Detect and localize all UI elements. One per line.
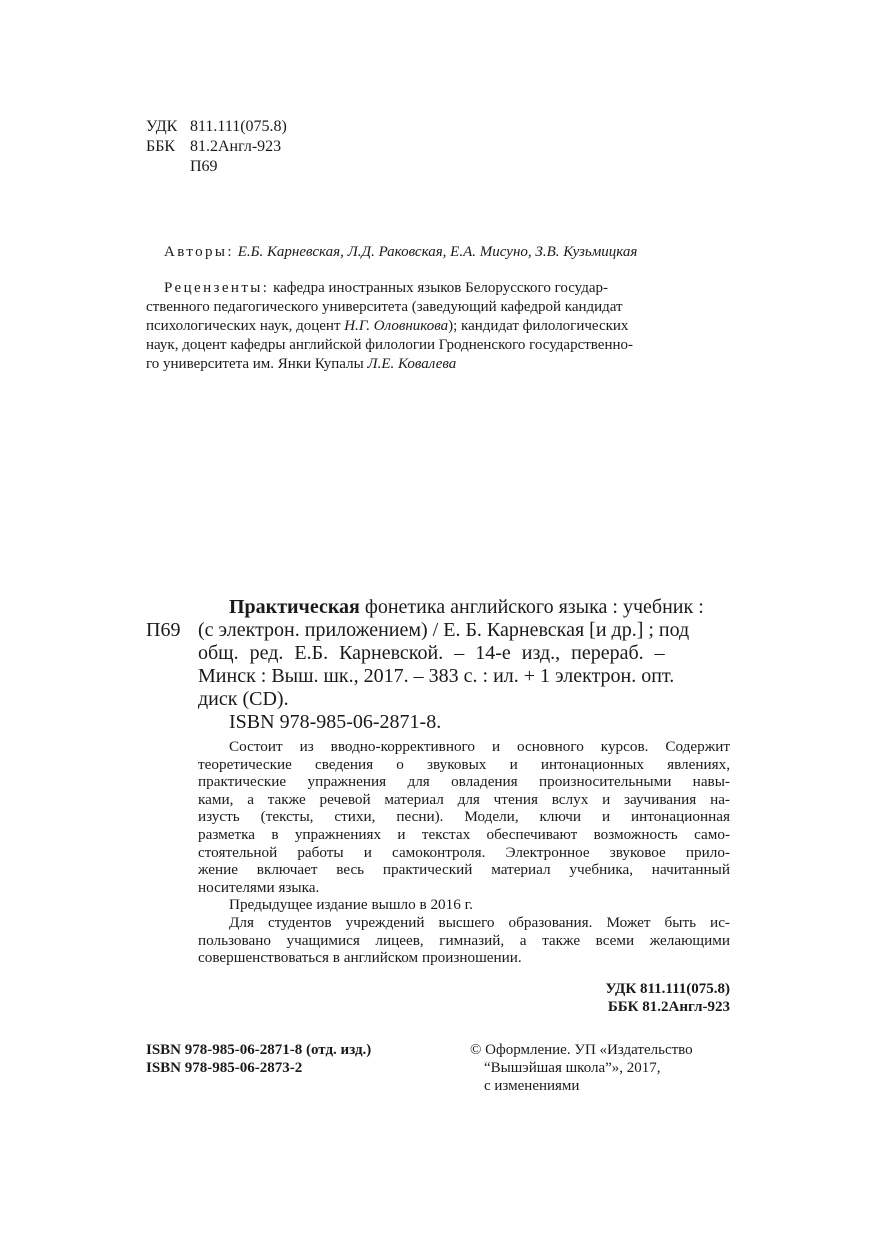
bib-line-5: диск (CD).: [198, 688, 289, 710]
annotation-line-2: теоретические сведения о звуковых и интонационных явлениях,: [198, 755, 730, 773]
udk-line: [146, 117, 287, 137]
udk-label: УДК: [146, 118, 178, 135]
reviewers-line-5: го университета им. Янки Купалы Л.Е. Ковалева: [146, 356, 457, 372]
bib-line-3: общ. ред. Е.Б. Карневской. – 14-е изд., перераб. –: [198, 642, 665, 664]
annotation-line-3: практические упражнения для овладения произносительными навы-: [198, 773, 730, 791]
bib-line-4: Минск : Выш. шк., 2017. – 383 с. : ил. + 1 электрон. опт.: [198, 665, 675, 687]
bib-line-2: (с электрон. приложением) / Е. Б. Карневская [и др.] ; под: [198, 619, 690, 641]
author-sign-line: [146, 157, 287, 177]
bib-sign: П69: [146, 619, 181, 641]
reviewer-name-1: Н.Г. Оловникова: [344, 318, 449, 334]
udk-value: 811.111(075.8): [190, 118, 287, 135]
reviewer-name-2: Л.Е. Ковалева: [367, 356, 457, 372]
annotation-line-1: Состоит из вводно-коррективного и основного курсов. Содержит: [229, 738, 730, 755]
classification-block: [146, 117, 287, 177]
annotation-line-6: разметка в упражнениях и текстах обеспечивают возможность само-: [198, 825, 730, 843]
bib-title-bold: Практическая: [229, 596, 360, 618]
audience-line-3: совершенствоваться в английском произношении.: [198, 949, 522, 967]
audience-line-1: Для студентов учреждений высшего образования. Может быть ис-: [229, 913, 730, 931]
annotation-line-5: изусть (тексты, стихи, песни). Модели, ключи и интонационная: [198, 808, 730, 826]
copyright-line-2: “Вышэйшая школа”», 2017,: [484, 1060, 661, 1076]
annotation-line-9: носителями языка.: [198, 878, 320, 896]
bbk-value: 81.2Англ-923: [190, 138, 282, 155]
isbn-block: [146, 1041, 371, 1077]
reviewers-line-3: психологических наук, доцент Н.Г. Оловникова); кандидат филологических: [146, 318, 629, 334]
bib-entry: [198, 596, 730, 734]
isbn-2: ISBN 978-985-06-2873-2: [146, 1060, 303, 1076]
annotation-line-8: жение включает весь практический материал учебника, начитанный: [198, 861, 730, 879]
copyright-line-3: с изменениями: [484, 1078, 580, 1094]
copyright-line-1: © Оформление. УП «Издательство: [470, 1042, 693, 1058]
authors-names: Е.Б. Карневская, Л.Д. Раковская, Е.А. Мисуно, З.В. Кузьмицкая: [237, 244, 638, 260]
copyright-block: [470, 1041, 693, 1095]
isbn-1: ISBN 978-985-06-2871-8 (отд. изд.): [146, 1042, 372, 1058]
reviewers-line-2: ственного педагогического университета (заведующий кафедрой кандидат: [146, 299, 623, 315]
bib-line-1: Практическая фонетика английского языка : учебник :: [229, 596, 704, 618]
bbk-line: [146, 137, 287, 157]
bbk-label: ББК: [146, 138, 176, 155]
annotation-block: [198, 738, 730, 967]
reviewers-line-4: наук, доцент кафедры английской филологии Гродненского государственно-: [146, 337, 633, 353]
previous-edition: Предыдущее издание вышло в 2016 г.: [229, 896, 473, 914]
audience-line-2: пользовано учащимися лицеев, гимназий, а также всеми желающими: [198, 931, 730, 949]
author-sign: П69: [190, 158, 218, 175]
bbk-code: ББК 81.2Англ-923: [607, 999, 730, 1015]
annotation-line-4: ками, а также речевой материал для чтения вслух и заучивания на-: [198, 790, 730, 808]
bib-isbn: ISBN 978-985-06-2871-8.: [229, 711, 442, 733]
authors-line: [164, 243, 637, 262]
udk-code: УДК 811.111(075.8): [605, 981, 730, 997]
authors-label: Авторы:: [164, 244, 234, 260]
reviewers-line-1: Рецензенты: кафедра иностранных языков Белорусского государ-: [164, 280, 609, 296]
reviewers-block: [146, 279, 730, 374]
reviewers-label: Рецензенты:: [164, 280, 270, 296]
codes-block: [430, 980, 730, 1016]
annotation-line-7: стоятельной работы и самоконтроля. Электронное звуковое прило-: [198, 843, 730, 861]
